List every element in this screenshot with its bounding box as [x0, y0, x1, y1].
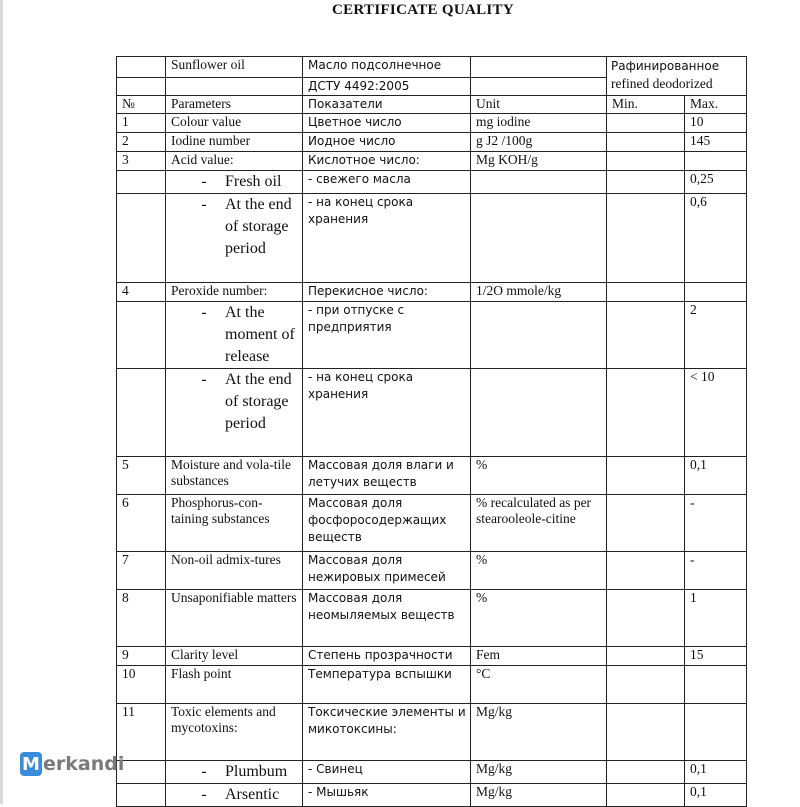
min-value	[607, 171, 685, 194]
max-value: 2	[685, 302, 747, 369]
min-value	[607, 761, 685, 784]
table-row	[117, 784, 747, 807]
max-value: < 10	[685, 369, 747, 457]
table-row	[117, 133, 747, 152]
min-value	[607, 495, 685, 552]
column-header-row	[117, 96, 747, 114]
col-param-en: Parameters	[166, 96, 303, 114]
max-value: 15	[685, 647, 747, 666]
table-row	[117, 647, 747, 666]
table-row	[117, 171, 747, 194]
row-number	[117, 784, 166, 807]
row-number	[117, 369, 166, 457]
unit: Mg/kg	[471, 704, 607, 761]
param-en: At the end of storage period	[225, 371, 292, 432]
col-param-ru: Показатели	[303, 96, 471, 114]
watermark-text: erkandi	[43, 753, 125, 775]
unit: Fem	[471, 647, 607, 666]
min-value	[607, 194, 685, 283]
row-number: 10	[117, 666, 166, 704]
param-en: Plumbum	[225, 763, 288, 780]
param-en: Phosphorus-con-taining substances	[166, 495, 303, 552]
grade-ru: Рафинированное	[611, 59, 720, 73]
min-value	[607, 552, 685, 590]
row-number: 4	[117, 283, 166, 302]
unit: %	[471, 552, 607, 590]
param-ru: Температура вспышки	[303, 666, 471, 704]
max-value	[685, 152, 747, 171]
table-row	[117, 283, 747, 302]
param-en: Unsaponifiable matters	[166, 590, 303, 647]
row-number	[117, 302, 166, 369]
param-ru: - на конец срока хранения	[303, 369, 471, 457]
bullet-dash: -	[201, 763, 207, 780]
table-row	[117, 457, 747, 495]
param-en: Iodine number	[166, 133, 303, 152]
max-value: 145	[685, 133, 747, 152]
row-number: 11	[117, 704, 166, 761]
grade-en: refined deodorized	[611, 76, 713, 91]
param-ru: Иодное число	[303, 133, 471, 152]
min-value	[607, 666, 685, 704]
table-row	[117, 302, 747, 369]
param-ru: Кислотное число:	[303, 152, 471, 171]
table-row	[117, 495, 747, 552]
min-value	[607, 647, 685, 666]
unit: Mg/kg	[471, 784, 607, 807]
col-min: Min.	[607, 96, 685, 114]
bullet-dash: -	[201, 371, 207, 388]
unit: Mg/kg	[471, 761, 607, 784]
row-number: 5	[117, 457, 166, 495]
row-number	[117, 194, 166, 283]
max-value: -	[685, 495, 747, 552]
param-en: Clarity level	[166, 647, 303, 666]
table-row	[117, 666, 747, 704]
row-number	[117, 171, 166, 194]
max-value: 0,1	[685, 784, 747, 807]
header-row-1	[117, 57, 747, 78]
watermark-m: M	[20, 752, 42, 776]
bullet-dash: -	[201, 196, 207, 213]
bullet-dash: -	[201, 173, 207, 190]
table-row	[117, 590, 747, 647]
max-value: -	[685, 552, 747, 590]
max-value: 0,25	[685, 171, 747, 194]
param-en: Peroxide number:	[166, 283, 303, 302]
table-row	[117, 761, 747, 784]
min-value	[607, 152, 685, 171]
unit: %	[471, 590, 607, 647]
min-value	[607, 704, 685, 761]
param-en-cell	[166, 784, 303, 807]
unit	[471, 302, 607, 369]
param-ru: - Мышьяк	[303, 784, 471, 807]
param-en: At the end of storage period	[225, 196, 292, 257]
param-en-cell	[166, 761, 303, 784]
table-row	[117, 704, 747, 761]
table-row	[117, 552, 747, 590]
max-value	[685, 666, 747, 704]
param-en-cell	[166, 171, 303, 194]
param-ru: Массовая доля неомыляемых веществ	[303, 590, 471, 647]
bullet-dash: -	[201, 304, 207, 321]
param-en: At the moment of release	[225, 304, 295, 365]
min-value	[607, 133, 685, 152]
param-ru: Цветное число	[303, 114, 471, 133]
min-value	[607, 784, 685, 807]
min-value	[607, 283, 685, 302]
unit	[471, 194, 607, 283]
min-value	[607, 302, 685, 369]
col-unit: Unit	[471, 96, 607, 114]
param-en: Moisture and vola-tile substances	[166, 457, 303, 495]
param-ru: Массовая доля фосфоросодержащих веществ	[303, 495, 471, 552]
max-value: 10	[685, 114, 747, 133]
row-number: 3	[117, 152, 166, 171]
max-value	[685, 283, 747, 302]
table-row	[117, 369, 747, 457]
bullet-dash: -	[201, 786, 207, 803]
col-max: Max.	[685, 96, 747, 114]
unit	[471, 171, 607, 194]
grade-cell	[607, 57, 747, 96]
param-en: Acid value:	[166, 152, 303, 171]
page-title: CERTIFICATE QUALITY	[331, 2, 514, 18]
unit: °C	[471, 666, 607, 704]
param-ru: - на конец срока хранения	[303, 194, 471, 283]
param-ru: - при отпуске с предприятия	[303, 302, 471, 369]
row-number: 8	[117, 590, 166, 647]
min-value	[607, 457, 685, 495]
param-en-cell	[166, 369, 303, 457]
max-value	[685, 704, 747, 761]
param-en-cell	[166, 302, 303, 369]
param-en: Arsentic	[225, 786, 280, 803]
min-value	[607, 114, 685, 133]
max-value: 0,6	[685, 194, 747, 283]
param-ru: Степень прозрачности	[303, 647, 471, 666]
table-row	[117, 114, 747, 133]
param-en-cell	[166, 194, 303, 283]
unit	[471, 369, 607, 457]
standard: ДСТУ 4492:2005	[303, 78, 471, 96]
product-en: Sunflower oil	[166, 57, 303, 78]
product-ru: Масло подсолнечное	[303, 57, 471, 78]
max-value: 0,1	[685, 457, 747, 495]
row-number: 6	[117, 495, 166, 552]
param-ru: - Свинец	[303, 761, 471, 784]
max-value: 1	[685, 590, 747, 647]
param-ru: Перекисное число:	[303, 283, 471, 302]
row-number: 9	[117, 647, 166, 666]
page-edge	[0, 0, 3, 804]
param-ru: Токсические элементы и микотоксины:	[303, 704, 471, 761]
param-en: Toxic elements and mycotoxins:	[166, 704, 303, 761]
min-value	[607, 590, 685, 647]
table-row	[117, 152, 747, 171]
watermark-logo	[20, 752, 124, 776]
unit: g J2 /100g	[471, 133, 607, 152]
param-en: Colour value	[166, 114, 303, 133]
unit: mg iodine	[471, 114, 607, 133]
param-ru: Массовая доля влаги и летучих веществ	[303, 457, 471, 495]
table-row	[117, 194, 747, 283]
param-ru: Массовая доля нежировых примесей	[303, 552, 471, 590]
row-number: 7	[117, 552, 166, 590]
min-value	[607, 369, 685, 457]
row-number: 1	[117, 114, 166, 133]
row-number: 2	[117, 133, 166, 152]
unit: Mg KOH/g	[471, 152, 607, 171]
param-en: Flash point	[166, 666, 303, 704]
unit: %	[471, 457, 607, 495]
unit: 1/2O mmole/kg	[471, 283, 607, 302]
quality-table	[116, 56, 747, 807]
param-en: Fresh oil	[225, 173, 282, 190]
col-num: №	[117, 96, 166, 114]
max-value: 0,1	[685, 761, 747, 784]
unit: % recalculated as per stearooleole-citine	[471, 495, 607, 552]
param-ru: - свежего масла	[303, 171, 471, 194]
param-en: Non-oil admix-tures	[166, 552, 303, 590]
